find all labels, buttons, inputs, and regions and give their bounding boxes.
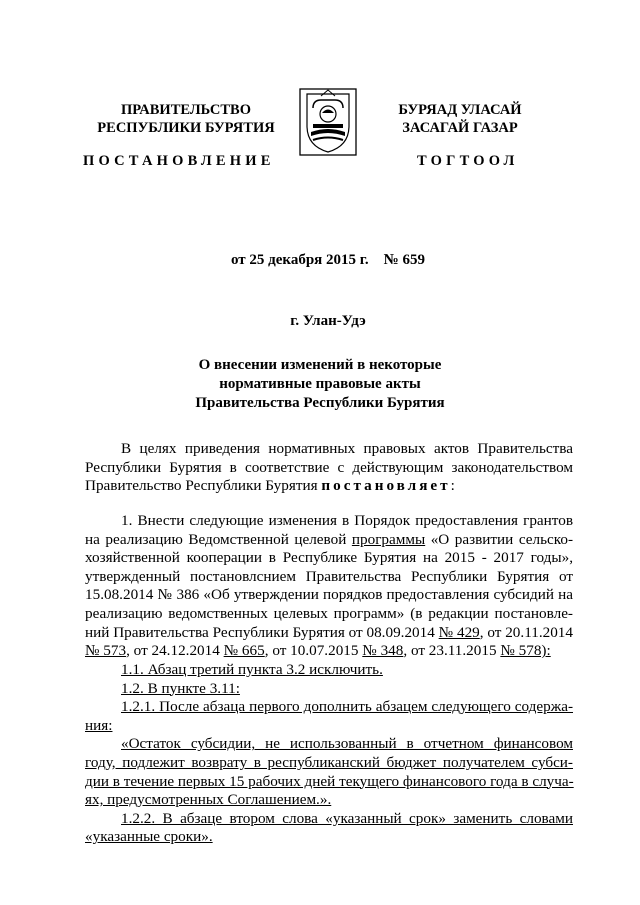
doc-date-number bbox=[231, 252, 425, 269]
item1-text: , от 24.12.2014 bbox=[126, 642, 224, 660]
subitem-1-2-2-line1: 1.2.2. В абзаце втором слова «указанный срок» заменить словами bbox=[121, 809, 573, 827]
header-left-line2: РЕСПУБЛИКИ БУРЯТИЯ bbox=[97, 120, 275, 136]
item1-text: , от 20.11.2014 bbox=[479, 623, 573, 641]
header-right-line1: БУРЯАД УЛАСАЙ bbox=[398, 102, 522, 118]
preamble-resolves: постановляет bbox=[321, 477, 451, 495]
program-link[interactable]: программы bbox=[351, 530, 426, 548]
header-right-doc-type: ТОГТООЛ bbox=[417, 153, 519, 169]
doc-number: № 659 bbox=[383, 252, 425, 268]
item1-line7 bbox=[85, 624, 573, 643]
doc-date: от 25 декабря 2015 г. bbox=[231, 252, 369, 268]
item1-line6: реализацию ведомственных целевых программ» (в редакции постановле- bbox=[85, 604, 573, 622]
item1-line4: утвержденный постановлснием Правительства Республики Бурятия от bbox=[85, 567, 573, 585]
decree-429-link[interactable]: № 429 bbox=[438, 623, 480, 641]
header-right-org bbox=[385, 101, 535, 137]
doc-title-line2: нормативные правовые акты bbox=[219, 376, 421, 392]
item1-text: , от 23.11.2015 bbox=[403, 642, 501, 660]
preamble-line1: В целях приведения нормативных правовых актов Правительства bbox=[121, 440, 573, 457]
decree-578-link[interactable]: № 578): bbox=[500, 642, 551, 660]
sub-items bbox=[85, 661, 573, 847]
header-left-line1: ПРАВИТЕЛЬСТВО bbox=[121, 102, 251, 118]
quote-line2: году, подлежит возврату в республиканский бюджет получателем субси- bbox=[85, 753, 573, 771]
preamble-text: Правительство Республики Бурятия bbox=[85, 477, 322, 495]
header-left-doc-type: ПОСТАНОВЛЕНИЕ bbox=[83, 153, 275, 169]
doc-city: г. Улан-Удэ bbox=[290, 313, 366, 329]
subitem-1-2-2-line2: «указанные сроки». bbox=[85, 828, 213, 846]
decree-665-link[interactable]: № 665 bbox=[223, 642, 265, 660]
subitem-1-2: 1.2. В пункте 3.11: bbox=[121, 679, 240, 697]
preamble-colon: : bbox=[450, 477, 455, 495]
preamble-line2: Республики Бурятия в соответствие с действующим законодательством bbox=[85, 458, 573, 476]
subitem-1-2-1-line1: 1.2.1. После абзаца первого дополнить абзацем следующего содержа- bbox=[121, 698, 573, 716]
quote-line4: ях, предусмотренных Соглашением.». bbox=[85, 791, 332, 809]
subitem-1-2-1-line2: ния: bbox=[85, 716, 113, 734]
item1-text: , от 10.07.2015 bbox=[264, 642, 363, 660]
item1-text: на реализацию Ведомственной целевой bbox=[85, 530, 352, 548]
quote-line1: «Остаток субсидии, не использованный в отчетном финансовом bbox=[121, 735, 573, 753]
subitem-1-1: 1.1. Абзац третий пункта 3.2 исключить. bbox=[121, 661, 383, 678]
item-1 bbox=[85, 512, 573, 661]
doc-title-line3: Правительства Республики Бурятия bbox=[195, 395, 445, 411]
item1-line3: хозяйственной кооперации в Республике Бурятия на 2015 - 2017 годы», bbox=[85, 549, 573, 567]
item1-line8 bbox=[85, 642, 573, 661]
decree-348-link[interactable]: № 348 bbox=[362, 642, 404, 660]
coat-of-arms-icon bbox=[299, 88, 357, 156]
item1-line5: 15.08.2014 № 386 «Об утверждении порядков предоставления субсидий на bbox=[85, 586, 573, 604]
preamble bbox=[85, 440, 573, 496]
item1-line2 bbox=[85, 531, 573, 550]
doc-title-line1: О внесении изменений в некоторые bbox=[198, 357, 442, 373]
item1-text: ний Правительства Республики Бурятия от 08.09.2014 bbox=[85, 623, 439, 641]
header-right-line2: ЗАСАГАЙ ГАЗАР bbox=[402, 120, 518, 136]
header-left-org bbox=[86, 101, 286, 137]
quote-line3: дии в течение первых 15 рабочих дней текущего финансового года в случа- bbox=[85, 772, 574, 790]
item1-line1: 1. Внести следующие изменения в Порядок предоставления грантов bbox=[121, 512, 573, 529]
doc-title bbox=[0, 356, 640, 413]
preamble-line3 bbox=[85, 477, 573, 496]
decree-573-link[interactable]: № 573 bbox=[85, 642, 127, 660]
item1-text: «О развитии сельско- bbox=[425, 530, 574, 548]
